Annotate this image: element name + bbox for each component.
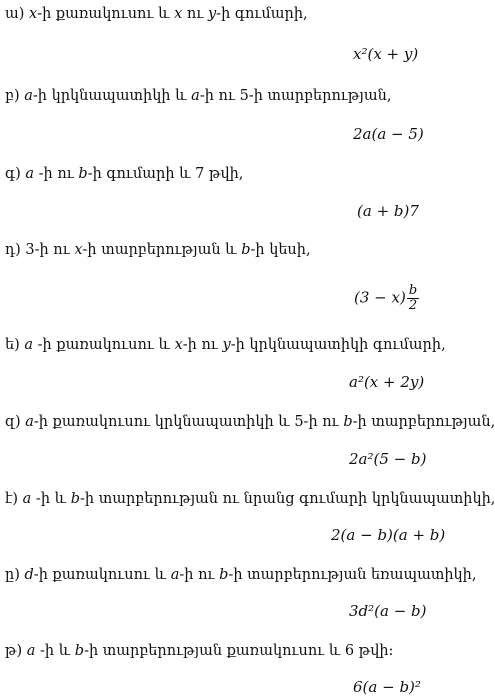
exercise-question: ե) a -ի քառակուսու և x-ի ու y-ի կրկնապատիկի գումարի,: [5, 337, 446, 353]
exercise-question: է) a -ի և b-ի տարբերության ու նրանց գումարի կրկնապատիկի,: [5, 491, 495, 507]
exercise-question: բ) a-ի կրկնապատիկի և a-ի ու 5-ի տարբերության,: [5, 88, 392, 104]
exercise-question: թ) a -ի և b-ի տարբերության քառակուսու և 6 թվի:: [5, 643, 394, 659]
fraction: $\frac{b}{2}$: [408, 283, 418, 313]
exercise-question: ը) d-ի քառակուսու և a-ի ու b-ի տարբերության եռապատիկի,: [5, 567, 477, 583]
exercise-question: զ) a-ի քառակուսու կրկնապատիկի և 5-ի ու b-ի տարբերության,: [5, 414, 495, 430]
page: ա) x-ի քառակուսու և x ու y-ի գումարի, x²(x + y) բ) a-ի կրկնապատիկի և a-ի ու 5-ի տարբերության, 2a(a − 5) գ) a -ի ու b-ի գումարի և 7 թվի, (a + b)7 դ) 3-ի ու x-ի տարբերության և b-ի կեսի, (3 − x) $\frac{b}{2}$ ե) a -ի քառակուսու և x-ի ու y-ի կրկնապատիկի գումարի, a²(x + 2y) զ) a-ի քառակուսու կրկնապատիկի և 5-ի ու b-ի տարբերության, 2a²(5 − b) է) a -ի և b-ի տարբերության ու նրանց գումարի կրկնապատիկի, 2(a − b)(a + b) ը) d-ի քառակուսու և a-ի ու b-ի տարբերության եռապատիկի, 3d²(a − b) թ) a -ի և b-ի տարբերության քառակուսու և 6 թվի: 6(a − b)²: [0, 0, 476, 699]
exercise-question: ա) x-ի քառակուսու և x ու y-ի գումարի,: [5, 6, 308, 22]
exercise-question: գ) a -ի ու b-ի գումարի և 7 թվի,: [5, 166, 244, 182]
exercise-answer: (3 − x) $\frac{b}{2}$: [354, 283, 418, 313]
exercise-question: դ) 3-ի ու x-ի տարբերության և b-ի կեսի,: [5, 242, 311, 258]
